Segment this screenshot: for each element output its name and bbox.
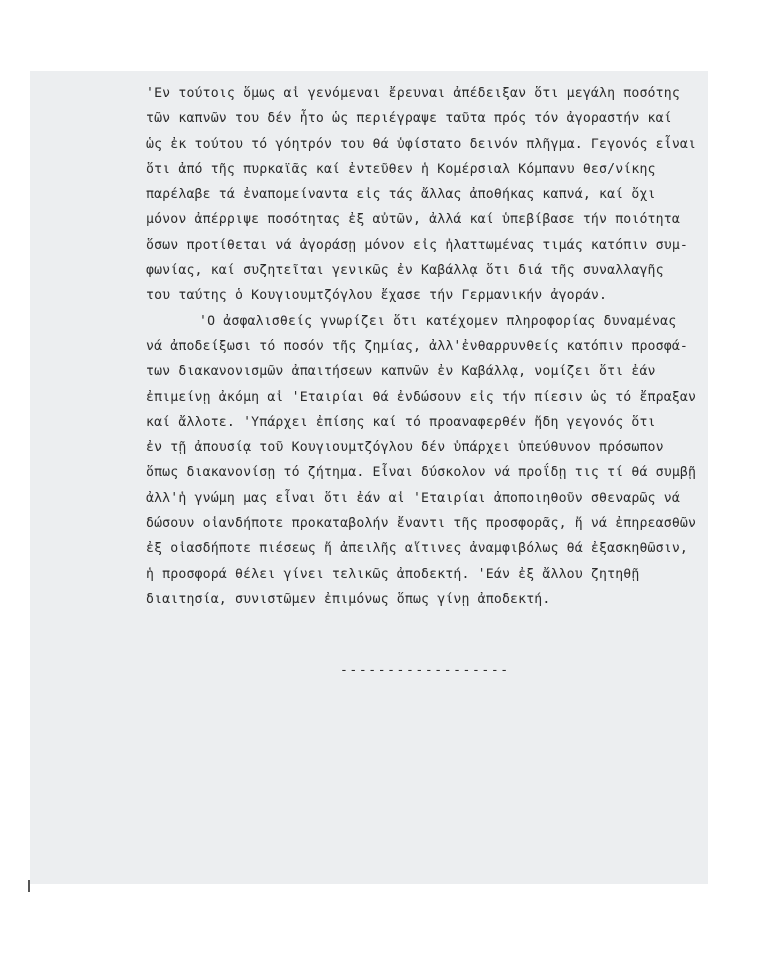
text-line: ἐπιμείνῃ ἀκόμη αἱ 'Εταιρίαι θά ἐνδώσουν εἰς τήν πίεσιν ὡς τό ἔπραξαν <box>146 389 697 405</box>
text-line: ἐξ οἱασδήποτε πιέσεως ἤ ἀπειλῆς αἵτινες ἀναμφιβόλως θά ἐξασκηθῶσιν, <box>146 541 688 557</box>
text-line: μόνον ἀπέρριψε ποσότητας ἐξ αὐτῶν, ἀλλά καί ὑπεβίβασε τήν ποιότητα <box>146 212 680 228</box>
text-line: 'Ο ἀσφαλισθείς γνωρίζει ὅτι κατέχομεν πληροφορίας δυναμένας <box>199 313 677 329</box>
paragraph-2 <box>116 309 716 613</box>
text-line: τῶν καπνῶν του δέν ἦτο ὡς περιέγραψε ταῦτα πρός τόν ἀγοραστήν καί <box>146 111 672 127</box>
text-line: παρέλαβε τά ἐναπομείναντα εἰς τάς ἄλλας ἀποθήκας καπνά, καί ὄχι <box>146 187 656 203</box>
text-line: φωνίας, καί συζητεῖται γενικῶς ἐν Καβάλλᾳ ὅτι διά τῆς συναλλαγῆς <box>146 263 664 279</box>
text-line: ἐν τῇ ἀπουσίᾳ τοῦ Κουγιουμτζόγλου δέν ὑπάρχει ὑπεύθυνον πρόσωπον <box>146 440 664 456</box>
text-line: του ταύτης ὁ Κουγιουμτζόγλου ἔχασε τήν Γερμανικήν ἀγοράν. <box>146 288 608 304</box>
paragraph-1 <box>116 81 716 309</box>
text-line: ὅτι ἀπό τῆς πυρκαϊᾶς καί ἐντεῦθεν ἡ Κομέρσιαλ Κόμπανυ θεσ/νίκης <box>146 161 656 177</box>
text-line: ὅπως διακανονίσῃ τό ζήτημα. Εἶναι δύσκολον νά προΐδῃ τις τί θά συμβῇ <box>146 465 697 481</box>
scan-edge-mark <box>28 880 30 892</box>
text-line: ἡ προσφορά θέλει γίνει τελικῶς ἀποδεκτή. 'Εάν ἐξ ἄλλου ζητηθῇ <box>146 566 640 582</box>
text-line: διαιτησία, συνιστῶμεν ἐπιμόνως ὅπως γίνῃ ἀποδεκτή. <box>146 591 551 607</box>
text-line: των διακανονισμῶν ἀπαιτήσεων καπνῶν ἐν Καβάλλᾳ, νομίζει ὅτι ἐάν <box>146 364 656 380</box>
text-line: ὅσων προτίθεται νά ἀγοράσῃ μόνον εἰς ἠλαττωμένας τιμάς κατόπιν συμ- <box>146 237 688 253</box>
end-rule: ------------------ <box>340 663 510 678</box>
typewritten-text <box>116 81 716 612</box>
text-line: ἀλλ'ἡ γνώμη μας εἶναι ὅτι ἐάν αἱ 'Εταιρίαι ἀποποιηθοῦν σθεναρῶς νά <box>146 490 680 506</box>
text-line: καί ἄλλοτε. 'Υπάρχει ἐπίσης καί τό προαναφερθέν ἤδη γεγονός ὅτι <box>146 414 656 430</box>
text-line: ὡς ἐκ τούτου τό γόητρόν του θά ὑφίστατο δεινόν πλῆγμα. Γεγονός εἶναι <box>146 136 697 152</box>
text-line: 'Εν τούτοις ὅμως αἱ γενόμεναι ἔρευναι ἀπέδειξαν ὅτι μεγάλη ποσότης <box>146 86 680 101</box>
text-line: δώσουν οἱανδήποτε προκαταβολήν ἔναντι τῆς προσφορᾶς, ἤ νά ἐπηρεασθῶν <box>146 516 697 532</box>
text-line: νά ἀποδείξωσι τό ποσόν τῆς ζημίας, ἀλλ'ἐνθαρρυνθείς κατόπιν προσφά- <box>146 338 688 354</box>
